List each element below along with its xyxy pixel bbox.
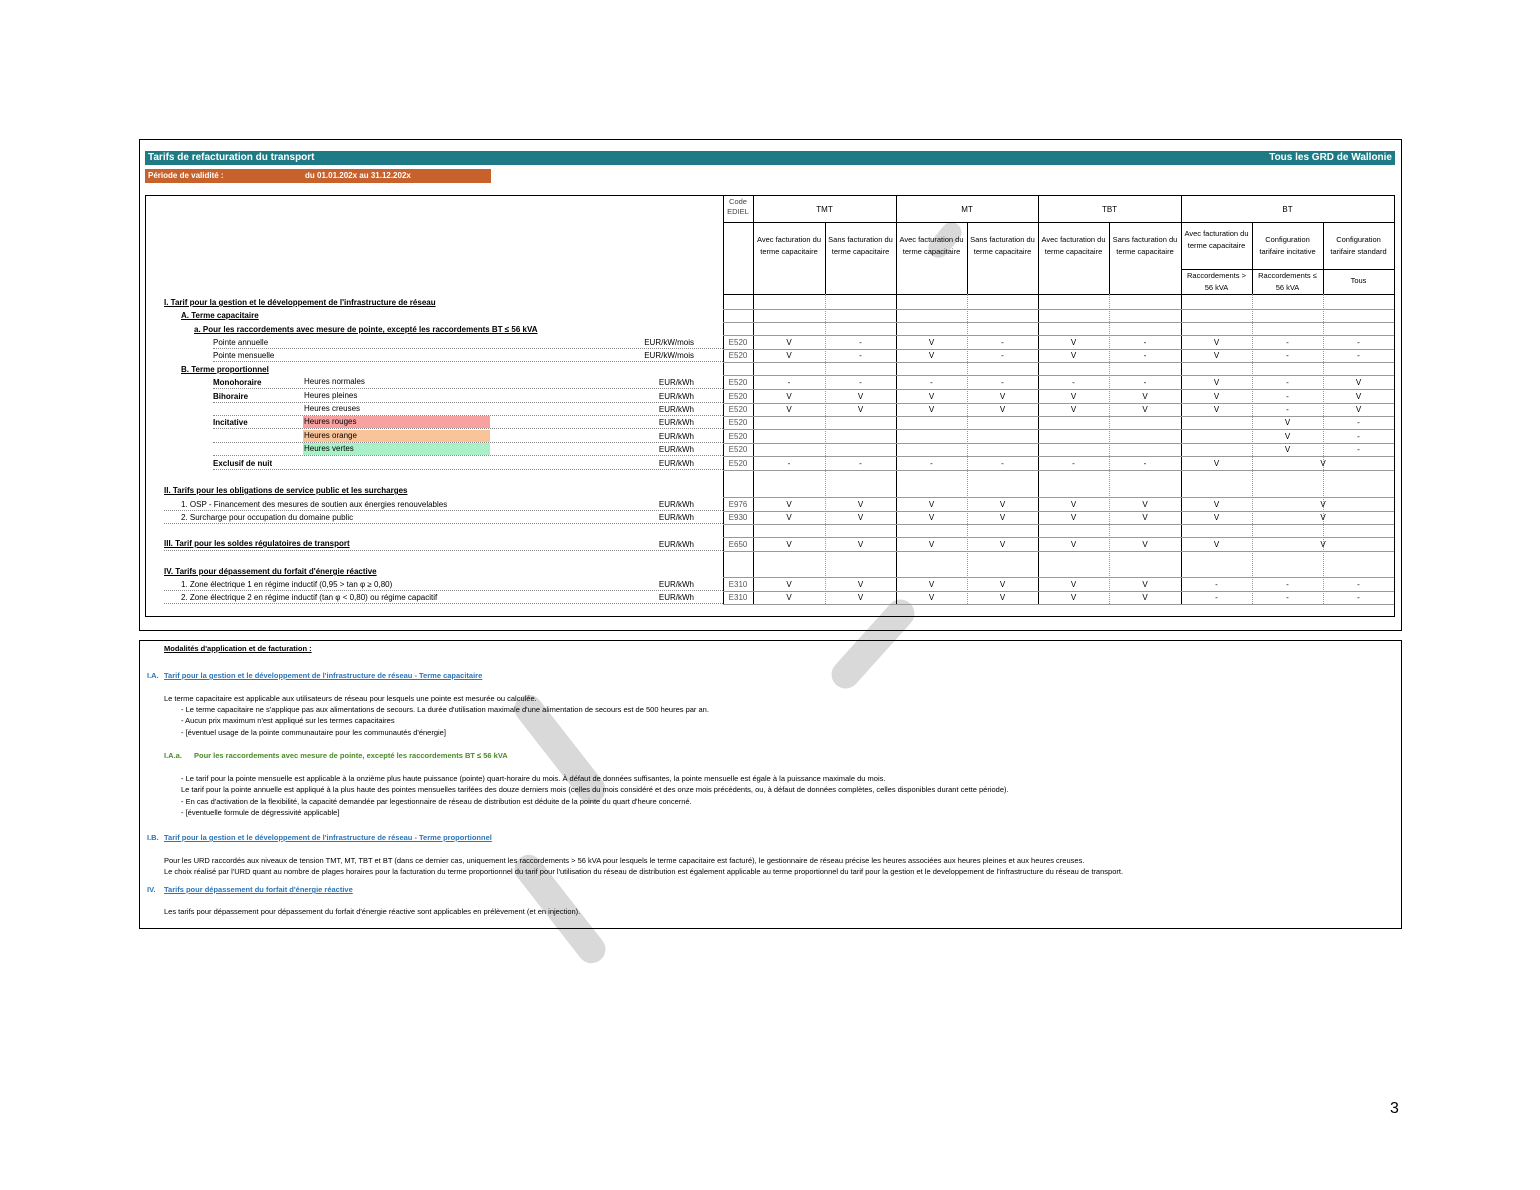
table-row xyxy=(0,457,1540,470)
row-unit: EUR/kWh xyxy=(658,513,694,522)
subheader-5: Sans facturation du terme capacitaire xyxy=(1112,235,1178,256)
row-unit: EUR/kWh xyxy=(658,580,694,589)
value-cell: V xyxy=(786,500,792,509)
value-cell: V xyxy=(1320,540,1326,549)
value-cell: V xyxy=(1070,405,1077,414)
value-cell: V xyxy=(1142,580,1148,589)
grid-row-line xyxy=(723,322,1394,323)
table-row xyxy=(0,416,1540,429)
note-iaa-line: - Le tarif pour la pointe mensuelle est applicable à la onzième plus haute puissance (pointe) quart-horaire du mois. À défaut de données suffisantes, la pointe mensuelle est égale à la puissance maximale du mois. xyxy=(181,774,886,783)
row-unit: EUR/kWh xyxy=(658,540,694,549)
subcol-separator xyxy=(825,222,826,294)
bt-subheader-1: Raccordements ≤ 56 kVA xyxy=(1258,271,1317,292)
validity-label: Période de validité : xyxy=(148,171,224,180)
row-unit: EUR/kW/mois xyxy=(644,351,694,360)
value-cell: V xyxy=(1070,351,1077,360)
value-cell: V xyxy=(928,405,935,414)
value-cell: V xyxy=(1142,392,1148,401)
note-iaa-prefix: I.A.a. xyxy=(164,751,182,760)
value-cell: V xyxy=(786,351,792,360)
grid-row-line xyxy=(723,604,1394,605)
value-cell: V xyxy=(999,513,1006,522)
row-unit: EUR/kWh xyxy=(658,445,694,454)
row-code: E520 xyxy=(728,418,748,427)
value-cell: V xyxy=(1070,500,1077,509)
row-code: E930 xyxy=(728,513,748,522)
value-cell: V xyxy=(786,580,792,589)
value-cell: V xyxy=(1213,338,1220,347)
row-code: E976 xyxy=(728,500,748,509)
value-cell: V xyxy=(786,513,792,522)
row-label: Pointe annuelle xyxy=(213,338,269,347)
subheader-1: Sans facturation du terme capacitaire xyxy=(828,235,893,256)
value-cell: V xyxy=(999,500,1006,509)
row-unit: EUR/kWh xyxy=(658,459,694,468)
row-underline xyxy=(213,361,723,362)
table-row xyxy=(0,403,1540,416)
value-cell: - xyxy=(1072,459,1075,468)
value-cell: - xyxy=(1001,459,1004,468)
value-cell: V xyxy=(1355,392,1362,401)
value-cell: - xyxy=(1357,432,1360,441)
row-underline xyxy=(164,603,723,604)
value-cell: - xyxy=(1001,378,1004,387)
value-cell: V xyxy=(1142,500,1148,509)
value-cell: V xyxy=(857,500,864,509)
row-underline xyxy=(213,455,723,456)
value-cell: V xyxy=(1070,513,1077,522)
section-1b-title: B. Terme proportionnel xyxy=(181,365,269,374)
row-label: Incitative xyxy=(213,418,248,427)
row-label: 1. OSP - Financement des mesures de soutien aux énergies renouvelables xyxy=(181,500,448,509)
value-cell: - xyxy=(1286,580,1289,589)
row-label: 2. Zone électrique 2 en régime inductif (tan φ < 0,80) ou régime capacitif xyxy=(181,593,438,602)
subcol-separator xyxy=(1109,222,1110,294)
table-row xyxy=(0,390,1540,403)
row-underline xyxy=(213,428,723,429)
value-cell: V xyxy=(999,392,1006,401)
row-underline xyxy=(164,550,723,551)
value-cell: V xyxy=(786,593,792,602)
value-cell: V xyxy=(857,513,864,522)
code-col-bottom xyxy=(723,222,753,223)
note-ib-line: Le choix réalisé par l'URD quant au nombre de plages horaires pour la facturation du terme proportionnel du tarif pour l'utilisation du réseau de distribution est également applicable au terme proportionnel du tarif pour la gestion et le developpement de l'infrastructure du réseau de transport. xyxy=(164,867,1124,876)
note-iaa-line: - En cas d'activation de la flexibilité, la capacité demandée par legestionnaire de réseau de distribution est déduite de la pointe du quart d'heure concerné. xyxy=(181,797,692,806)
value-cell: V xyxy=(928,540,935,549)
note-iaa-line: Le tarif pour la pointe annuelle est appliqué à la plus haute des pointes mensuelles tarifées des douze derniers mois (celles du mois considéré et des onze mois précédents, ou, à défaut de données complètes, celles disponibles durant cette période). xyxy=(181,785,1009,794)
row-underline xyxy=(213,388,723,389)
value-cell: - xyxy=(1286,338,1289,347)
row-code: E520 xyxy=(728,378,748,387)
note-iv-line: Les tarifs pour dépassement pour dépassement du forfait d'énergie réactive sont applicables en prélèvement (et en injection). xyxy=(164,907,581,916)
grid-row-line xyxy=(723,551,1394,552)
note-ib-title: Tarif pour la gestion et le développement de l'infrastructure de réseau - Terme proportionnel xyxy=(164,833,492,842)
value-cell: - xyxy=(930,378,933,387)
value-cell: - xyxy=(1001,338,1004,347)
row-unit: EUR/kWh xyxy=(658,418,694,427)
value-cell: V xyxy=(1284,418,1291,427)
value-cell: V xyxy=(786,338,792,347)
value-cell: - xyxy=(787,459,791,468)
grid-row-line xyxy=(723,524,1394,525)
validity-bar xyxy=(145,169,491,183)
group-header-bt: BT xyxy=(1282,205,1293,214)
value-cell: V xyxy=(999,405,1006,414)
table-row xyxy=(0,578,1540,591)
grid-row-line xyxy=(723,362,1394,363)
value-cell: V xyxy=(1142,513,1148,522)
value-cell: V xyxy=(1284,445,1291,454)
value-cell: - xyxy=(1357,580,1360,589)
value-cell: V xyxy=(1284,432,1291,441)
section-1a-title: A. Terme capacitaire xyxy=(181,311,259,320)
value-cell: - xyxy=(1215,593,1218,602)
section-1-title: I. Tarif pour la gestion et le développement de l'infrastructure de réseau xyxy=(164,298,436,307)
value-cell: V xyxy=(1213,405,1220,414)
note-iv-title: Tarifs pour dépassement du forfait d'énergie réactive xyxy=(164,885,353,894)
validity-value: du 01.01.202x au 31.12.202x xyxy=(305,171,411,180)
value-cell: V xyxy=(786,392,792,401)
value-cell: - xyxy=(1357,338,1360,347)
bt-subheader-2: Tous xyxy=(1350,276,1367,285)
value-cell: V xyxy=(928,513,935,522)
value-cell: V xyxy=(1355,405,1362,414)
subheader-6: Avec facturation du terme capacitaire xyxy=(1184,229,1249,250)
row-code: E520 xyxy=(728,338,748,347)
value-cell: V xyxy=(1320,500,1326,509)
row-label: Bihoraire xyxy=(213,392,249,401)
row-unit: EUR/kW/mois xyxy=(644,338,694,347)
value-cell: V xyxy=(1355,378,1362,387)
value-cell: - xyxy=(859,351,862,360)
row-label: Exclusif de nuit xyxy=(213,459,273,468)
value-cell: V xyxy=(1213,392,1220,401)
bt-subheader-0: Raccordements > 56 kVA xyxy=(1187,271,1246,292)
subcol-separator xyxy=(967,222,968,294)
table-row xyxy=(0,538,1540,551)
value-cell: V xyxy=(1070,580,1077,589)
value-cell: - xyxy=(1286,351,1289,360)
table-row xyxy=(0,511,1540,524)
value-cell: - xyxy=(1001,351,1004,360)
note-ia-line: - Le terme capacitaire ne s'applique pas aux alimentations de secours. La durée d'utilisation maximale d'une alimentation de secours est de 500 heures par an. xyxy=(181,705,709,714)
row-code: E310 xyxy=(728,593,748,602)
grid-row-line xyxy=(723,309,1394,310)
value-cell: V xyxy=(1142,540,1148,549)
value-cell: - xyxy=(1286,405,1289,414)
value-cell: V xyxy=(857,405,864,414)
value-cell: V xyxy=(999,540,1006,549)
value-cell: - xyxy=(1143,378,1147,387)
table-row xyxy=(0,498,1540,511)
value-cell: V xyxy=(1213,500,1220,509)
note-iaa-title: Pour les raccordements avec mesure de pointe, excepté les raccordements BT ≤ 56 kVA xyxy=(194,751,508,760)
value-cell: - xyxy=(787,378,791,387)
note-ia-prefix: I.A. xyxy=(147,671,159,680)
value-cell: V xyxy=(1142,593,1148,602)
value-cell: - xyxy=(1286,392,1289,401)
value-cell: V xyxy=(1320,513,1326,522)
value-cell: V xyxy=(928,338,935,347)
value-cell: V xyxy=(857,392,864,401)
row-code: E520 xyxy=(728,351,748,360)
value-cell: V xyxy=(1070,593,1077,602)
value-cell: V xyxy=(928,351,935,360)
table-row xyxy=(0,349,1540,362)
note-ia-line: - [éventuel usage de la pointe communautaire pour les communautés d'énergie] xyxy=(181,728,446,737)
value-cell: V xyxy=(1070,540,1077,549)
value-cell: - xyxy=(859,459,862,468)
subheader-3: Sans facturation du terme capacitaire xyxy=(970,235,1035,256)
row-underline xyxy=(164,523,723,524)
value-cell: V xyxy=(999,580,1006,589)
value-cell: - xyxy=(1215,580,1218,589)
row-code: E520 xyxy=(728,445,748,454)
note-ib-line: Pour les URD raccordés aux niveaux de tension TMT, MT, TBT et BT (dans ce dernier cas, uniquement les raccordements > 56 kVA pour lesquels le terme capacitaire est facturé), le gestionnaire de réseau précise les heures associées aux heures pleines et aux heures creuses. xyxy=(164,856,1085,865)
row-underline xyxy=(213,469,723,470)
note-iaa-line: - [éventuelle formule de dégressivité applicable] xyxy=(181,808,340,817)
value-cell: V xyxy=(1213,459,1220,468)
value-cell: V xyxy=(1142,405,1148,414)
value-cell: - xyxy=(1072,378,1075,387)
value-cell: V xyxy=(786,405,792,414)
row-unit: EUR/kWh xyxy=(658,378,694,387)
value-cell: V xyxy=(928,392,935,401)
row-code: E310 xyxy=(728,580,748,589)
value-cell: - xyxy=(859,378,862,387)
row-unit: EUR/kWh xyxy=(658,593,694,602)
row-unit: EUR/kWh xyxy=(658,392,694,401)
row-sublabel: Heures orange xyxy=(303,430,490,442)
value-cell: V xyxy=(857,593,864,602)
value-cell: V xyxy=(1213,513,1220,522)
section-4-title: IV. Tarifs pour dépassement du forfait d'énergie réactive xyxy=(164,567,377,576)
row-sublabel: Heures vertes xyxy=(303,443,490,455)
value-cell: V xyxy=(1213,351,1220,360)
note-ia-title: Tarif pour la gestion et le développement de l'infrastructure de réseau - Terme capacitaire xyxy=(164,671,483,680)
note-iv-prefix: IV. xyxy=(147,885,156,894)
value-cell: - xyxy=(1357,418,1360,427)
subheader-2: Avec facturation du terme capacitaire xyxy=(899,235,964,256)
row-sublabel: Heures pleines xyxy=(304,391,358,400)
subheader-0: Avec facturation du terme capacitaire xyxy=(756,235,822,256)
row-code: E520 xyxy=(728,405,748,414)
title-bar xyxy=(145,151,1395,165)
value-cell: - xyxy=(1286,378,1289,387)
value-cell: V xyxy=(999,593,1006,602)
value-cell: - xyxy=(1357,351,1360,360)
row-sublabel: Heures rouges xyxy=(303,416,490,428)
section-1a-a-title: a. Pour les raccordements avec mesure de pointe, excepté les raccordements BT ≤ 56 kVA xyxy=(194,325,538,334)
row-code: E520 xyxy=(728,459,748,468)
code-ediel-header: Code EDIEL xyxy=(727,197,749,216)
group-header-bottom xyxy=(753,222,1394,223)
row-sublabel: Heures normales xyxy=(304,377,365,386)
group-header-tbt: TBT xyxy=(1101,205,1118,214)
row-label: 2. Surcharge pour occupation du domaine public xyxy=(181,513,354,522)
row-code: E520 xyxy=(728,392,748,401)
value-cell: V xyxy=(928,593,935,602)
table-row xyxy=(0,376,1540,389)
note-ib-prefix: I.B. xyxy=(147,833,159,842)
row-unit: EUR/kWh xyxy=(658,432,694,441)
value-cell: V xyxy=(1213,540,1220,549)
value-cell: V xyxy=(1070,392,1077,401)
subheader-4: Avec facturation du terme capacitaire xyxy=(1041,235,1106,256)
value-cell: - xyxy=(1143,459,1147,468)
value-cell: V xyxy=(1070,338,1077,347)
notes-title: Modalités d'application et de facturation : xyxy=(164,644,312,653)
value-cell: - xyxy=(1286,593,1289,602)
value-cell: V xyxy=(857,580,864,589)
group-header-mt: MT xyxy=(961,205,973,214)
section-3-title: III. Tarif pour les soldes régulatoires de transport xyxy=(164,539,350,548)
group-header-tmt: TMT xyxy=(816,205,833,214)
row-label: Monohoraire xyxy=(213,378,262,387)
row-unit: EUR/kWh xyxy=(658,500,694,509)
subheader-8: Configuration tarifaire standard xyxy=(1330,235,1387,256)
subheader-7: Configuration tarifaire incitative xyxy=(1259,235,1316,256)
table-row xyxy=(0,430,1540,443)
value-cell: - xyxy=(930,459,933,468)
note-ia-line: - Aucun prix maximum n'est appliqué sur les termes capacitaires xyxy=(181,716,395,725)
value-cell: V xyxy=(1213,378,1220,387)
header-bottom xyxy=(753,294,1394,295)
note-ia-line: Le terme capacitaire est applicable aux utilisateurs de réseau pour lesquels une pointe est mesurée ou calculée. xyxy=(164,694,537,703)
value-cell: - xyxy=(1143,351,1147,360)
value-cell: V xyxy=(1320,459,1326,468)
value-cell: - xyxy=(1357,445,1360,454)
value-cell: V xyxy=(928,580,935,589)
value-cell: - xyxy=(859,338,862,347)
value-cell: - xyxy=(1143,338,1147,347)
value-cell: V xyxy=(928,500,935,509)
row-code: E650 xyxy=(728,540,748,549)
page-title: Tarifs de refacturation du transport xyxy=(148,152,315,163)
row-sublabel: Heures creuses xyxy=(304,404,361,413)
table-row xyxy=(0,591,1540,604)
row-unit: EUR/kWh xyxy=(658,405,694,414)
table-row xyxy=(0,336,1540,349)
row-label: Pointe mensuelle xyxy=(213,351,275,360)
grid-row-line xyxy=(723,470,1394,471)
table-row xyxy=(0,443,1540,456)
value-cell: V xyxy=(857,540,864,549)
row-label: 1. Zone électrique 1 en régime inductif (0,95 > tan φ ≥ 0,80) xyxy=(181,580,393,589)
code-header-bottom xyxy=(723,294,753,295)
row-code: E520 xyxy=(728,432,748,441)
page-number: 3 xyxy=(1390,1100,1399,1117)
value-cell: V xyxy=(786,540,792,549)
section-2-title: II. Tarifs pour les obligations de service public et les surcharges xyxy=(164,486,408,495)
value-cell: - xyxy=(1357,593,1360,602)
region-title: Tous les GRD de Wallonie xyxy=(1269,152,1392,163)
